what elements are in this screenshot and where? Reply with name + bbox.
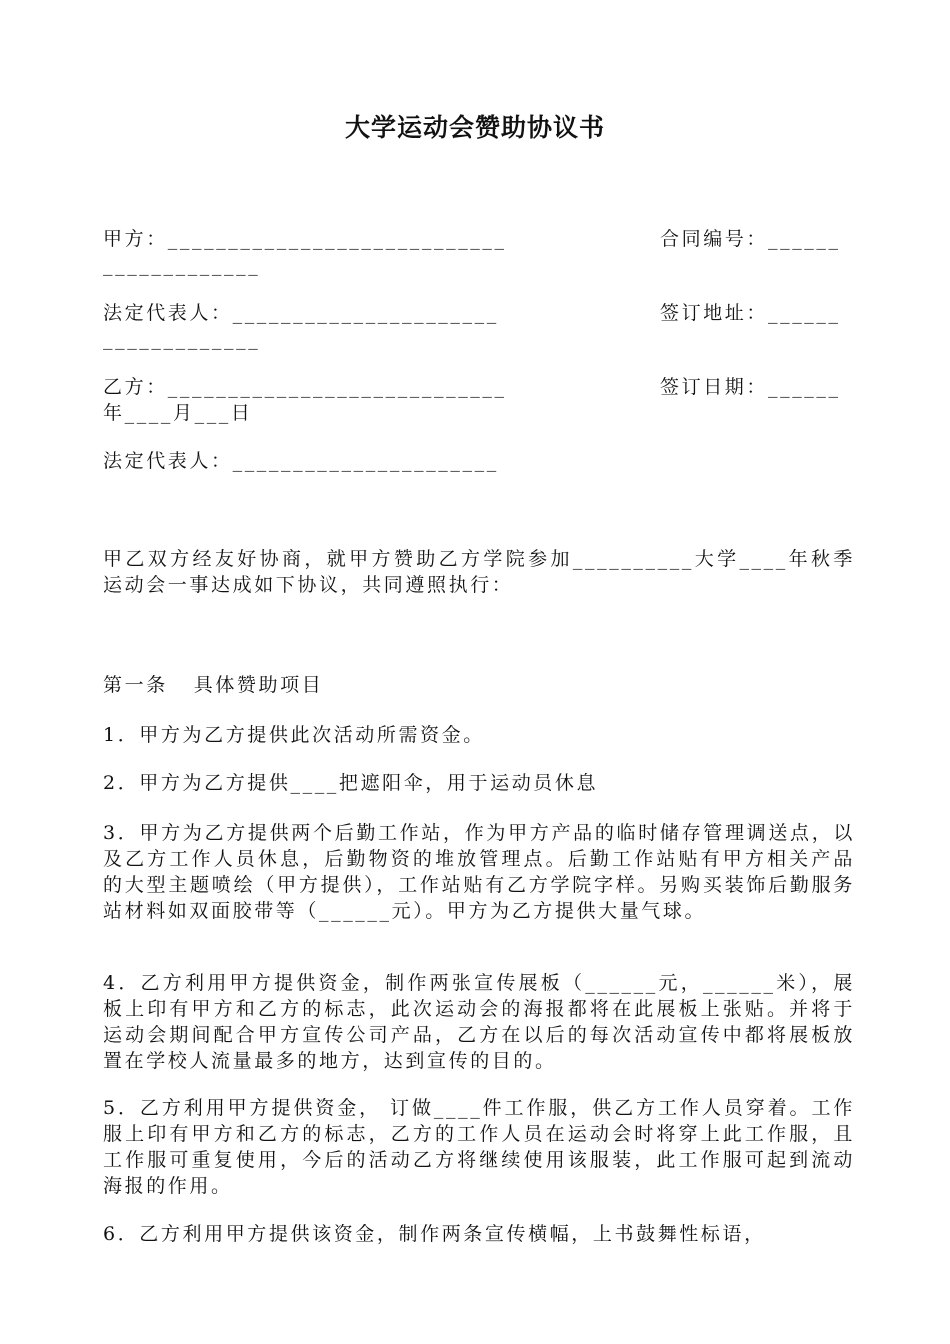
legal-representative-b-field: 法定代表人：______________________ (103, 450, 499, 472)
intro-paragraph: 甲乙双方经友好协商，就甲方赞助乙方学院参加__________大学____年秋季运动会一事达成如下协议，共同遵照执行： (103, 548, 855, 596)
contract-number-field: 合同编号：______ (660, 228, 841, 250)
party-a-field: 甲方：____________________________ (103, 228, 507, 250)
sign-date-continuation: 年____月___日 (103, 402, 253, 424)
article-1-item-1: 1．甲方为乙方提供此次活动所需资金。 (103, 724, 485, 746)
contract-number-continuation: _____________ (103, 254, 261, 276)
article-1-heading: 第一条 具体赞助项目 (103, 674, 324, 696)
article-1-item-6: 6．乙方利用甲方提供该资金，制作两条宣传横幅，上书鼓舞性标语， (103, 1223, 766, 1245)
article-1-item-5: 5．乙方利用甲方提供资金， 订做____件工作服，供乙方工作人员穿着。工作服上印有甲方和乙方的标志，乙方的工作人员在运动会时将穿上此工作服，且工作服可重复使用，今后的活动乙方将继续使用该服装，此工作服可起到流动海报的作用。 (103, 1097, 855, 1197)
article-1-item-4: 4．乙方利用甲方提供资金，制作两张宣传展板（______元，______米），展板上印有甲方和乙方的标志，此次运动会的海报都将在此展板上张贴。并将于运动会期间配合甲方宣传公司产品，乙方在以后的每次活动宣传中都将展板放置在学校人流量最多的地方，达到宣传的目的。 (103, 972, 855, 1072)
legal-representative-a-field: 法定代表人：______________________ (103, 302, 499, 324)
sign-place-field: 签订地址：______ (660, 302, 841, 324)
document-title: 大学运动会赞助协议书 (344, 113, 605, 142)
sign-date-field: 签订日期：______ (660, 376, 841, 398)
party-b-field: 乙方：____________________________ (103, 376, 507, 398)
article-1-item-3: 3．甲方为乙方提供两个后勤工作站，作为甲方产品的临时储存管理调送点，以及乙方工作人员休息，后勤物资的堆放管理点。后勤工作站贴有甲方相关产品的大型主题喷绘（甲方提供），工作站贴有乙方学院字样。另购买装饰后勤服务站材料如双面胶带等（______元）。甲方为乙方提供大量气球。 (103, 822, 855, 922)
sign-place-continuation: _____________ (103, 328, 261, 350)
article-1-item-2: 2．甲方为乙方提供____把遮阳伞，用于运动员休息 (103, 772, 599, 794)
